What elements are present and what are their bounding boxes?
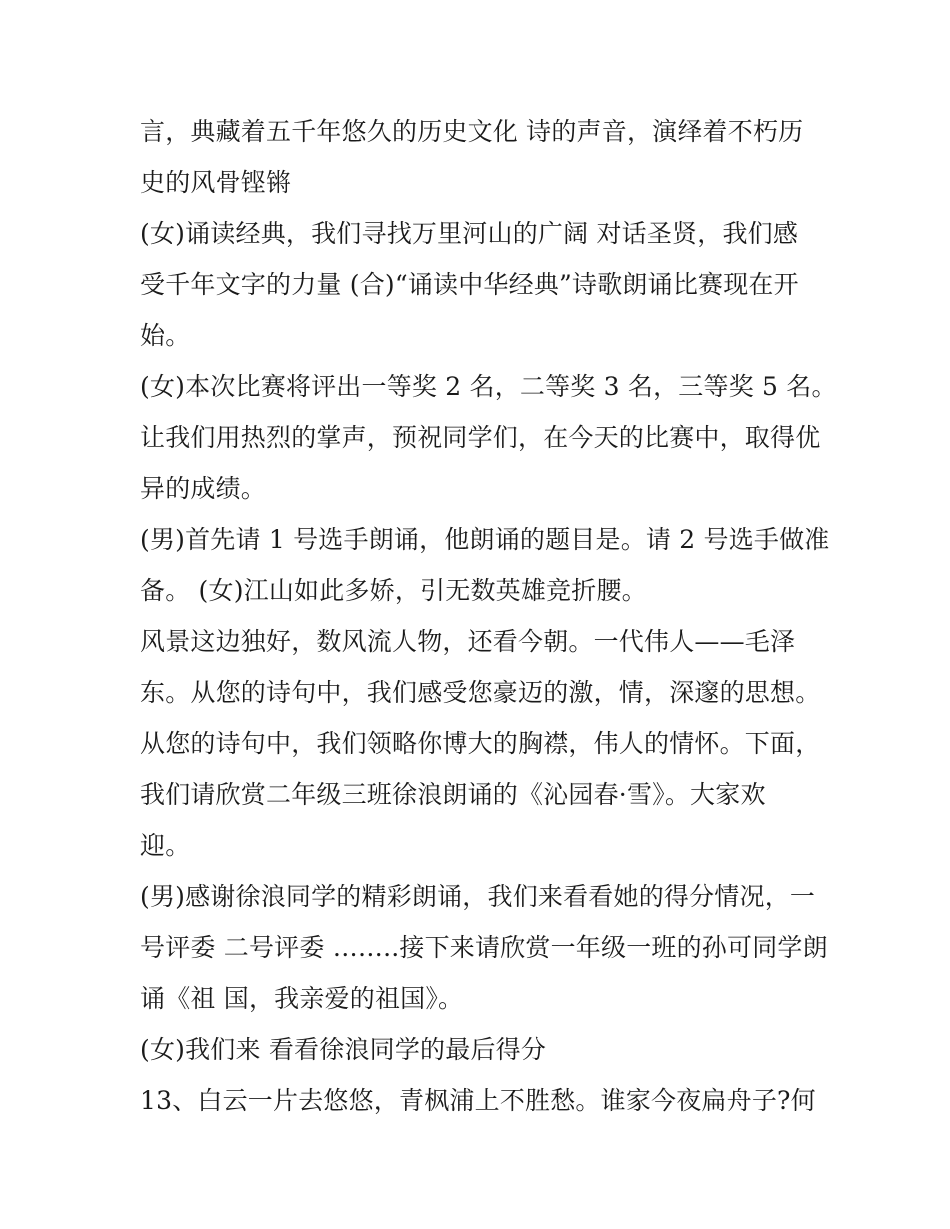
text-line: (女)我们来 看看徐浪同学的最后得分 bbox=[140, 1035, 547, 1064]
text-line: 我们请欣赏二年级三班徐浪朗诵的《沁园春·雪》。大家欢 bbox=[140, 780, 766, 809]
text-line: (女)诵读经典，我们寻找万里河山的广阔 对话圣贤，我们感 bbox=[140, 219, 799, 248]
text-line: 迎。 bbox=[140, 831, 191, 860]
text-line: 号评委 二号评委 ……..接下来请欣赏一年级一班的孙可同学朗 bbox=[140, 933, 828, 962]
text-line: 史的风骨铿锵 bbox=[140, 168, 292, 197]
text-line: 东。从您的诗句中，我们感受您豪迈的激，情，深邃的思想。 bbox=[140, 678, 821, 707]
text-line: (男)感谢徐浪同学的精彩朗诵，我们来看看她的得分情况，一 bbox=[140, 882, 816, 911]
text-line: 备。 (女)江山如此多娇，引无数英雄竞折腰。 bbox=[140, 576, 647, 605]
text-line: 受千年文字的力量 (合)“诵读中华经典”诗歌朗诵比赛现在开 bbox=[140, 270, 799, 299]
text-line: 13、白云一片去悠悠，青枫浦上不胜愁。谁家今夜扁舟子?何 bbox=[140, 1086, 816, 1115]
document-text-body bbox=[140, 106, 837, 1126]
text-line: 始。 bbox=[140, 321, 191, 350]
text-line: 言，典藏着五千年悠久的历史文化 诗的声音，演绎着不朽历 bbox=[140, 117, 804, 146]
text-line: 风景这边独好，数风流人物，还看今朝。一代伟人——毛泽 bbox=[140, 627, 796, 656]
text-line: (女)本次比赛将评出一等奖 2 名，二等奖 3 名，三等奖 5 名。 bbox=[140, 372, 837, 401]
text-line: 让我们用热烈的掌声，预祝同学们，在今天的比赛中，取得优 bbox=[140, 423, 821, 452]
text-line: 异的成绩。 bbox=[140, 474, 267, 503]
text-line: 诵《祖 国，我亲爱的祖国》。 bbox=[140, 984, 464, 1013]
text-line: (男)首先请 1 号选手朗诵，他朗诵的题目是。请 2 号选手做准 bbox=[140, 525, 830, 554]
text-line: 从您的诗句中，我们领略你博大的胸襟，伟人的情怀。下面， bbox=[140, 729, 821, 758]
